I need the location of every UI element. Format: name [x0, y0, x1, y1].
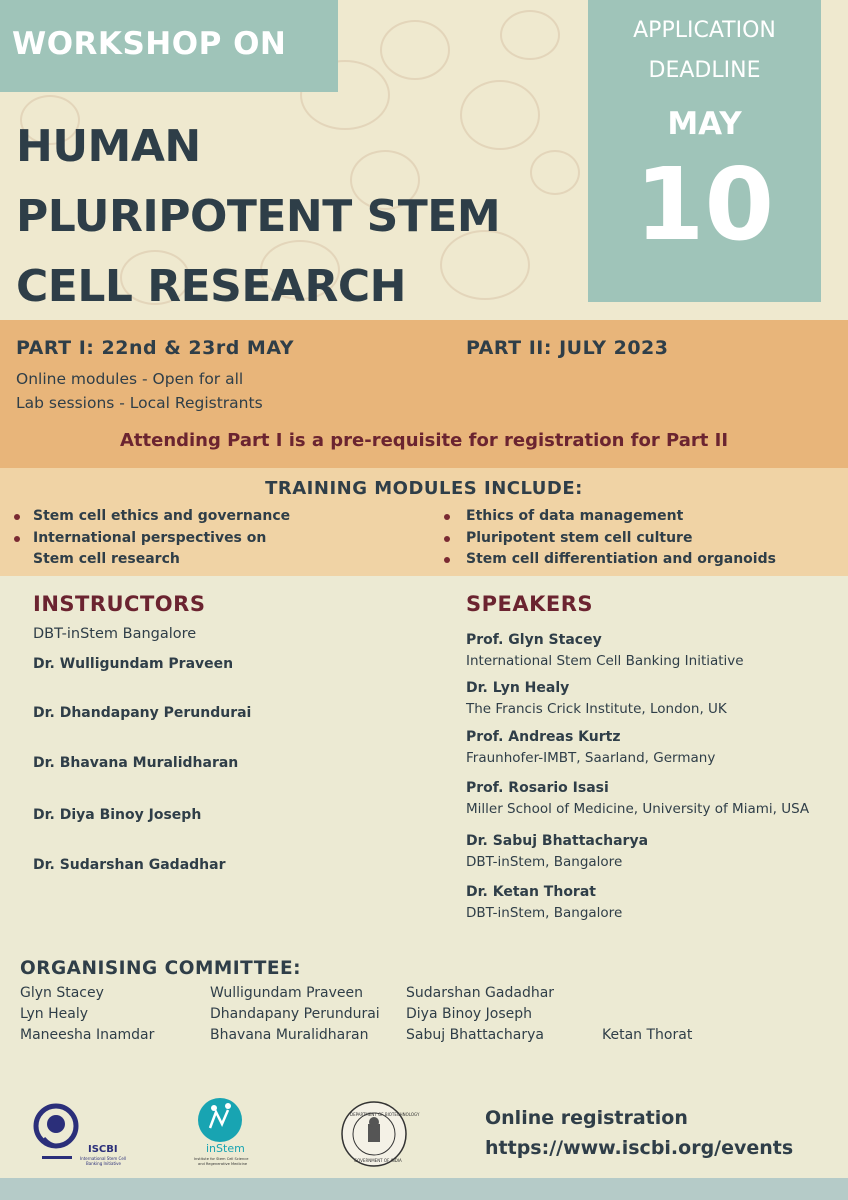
prerequisite-note: Attending Part I is a pre-requisite for registration for Part II	[119, 430, 729, 451]
module-item: Stem cell ethics and governance	[33, 508, 291, 524]
dbt-logo-top: DEPARTMENT OF BIOTECHNOLOGY	[350, 1112, 420, 1117]
instructor-name: Dr. Wulligundam Praveen	[33, 656, 234, 672]
committee-member: Lyn Healy	[20, 1006, 89, 1022]
committee-member: Diya Binoy Joseph	[406, 1006, 533, 1022]
title-line: PLURIPOTENT STEM	[16, 191, 501, 242]
deadline-day: 10	[634, 146, 775, 263]
committee-member: Glyn Stacey	[20, 985, 104, 1001]
training-modules	[0, 468, 848, 576]
speaker-affiliation: International Stem Cell Banking Initiative	[466, 653, 744, 669]
speaker-affiliation: The Francis Crick Institute, London, UK	[466, 701, 727, 717]
committee-member: Sudarshan Gadadhar	[406, 985, 555, 1001]
speaker-name: Dr. Lyn Healy	[466, 680, 570, 696]
instructors-institution: DBT-inStem Bangalore	[33, 626, 197, 642]
committee-heading: ORGANISING COMMITTEE:	[20, 958, 301, 979]
deadline-label-2: DEADLINE	[648, 58, 761, 83]
hero-section	[0, 0, 848, 320]
bottom-strip	[0, 1178, 848, 1200]
instructor-name: Dr. Diya Binoy Joseph	[33, 807, 202, 823]
instem-logo	[192, 1094, 264, 1170]
module-item: Stem cell research	[33, 551, 180, 567]
bullet-icon	[444, 536, 450, 542]
speaker-affiliation: Miller School of Medicine, University of Miami, USA	[466, 801, 810, 817]
speaker-affiliation: Fraunhofer-IMBT, Saarland, Germany	[466, 750, 716, 766]
deadline-month: MAY	[667, 106, 742, 142]
instructor-name: Dr. Dhandapany Perundurai	[33, 705, 252, 721]
iscbi-logo-name: ISCBI	[88, 1144, 118, 1155]
committee-member: Wulligundam Praveen	[210, 985, 363, 1001]
instructors-heading: INSTRUCTORS	[33, 592, 206, 616]
instem-logo-name: inStem	[206, 1142, 245, 1155]
instructor-name: Dr. Bhavana Muralidharan	[33, 755, 239, 771]
bullet-icon	[444, 514, 450, 520]
online-modules-note: Online modules - Open for all	[16, 370, 244, 388]
instructor-name: Dr. Sudarshan Gadadhar	[33, 857, 226, 873]
committee-member: Bhavana Muralidharan	[210, 1027, 369, 1043]
registration-label: Online registration	[485, 1107, 688, 1129]
schedule-band	[0, 320, 848, 468]
speaker-name: Prof. Glyn Stacey	[466, 632, 602, 648]
speaker-affiliation: DBT-inStem, Bangalore	[466, 854, 623, 870]
bullet-icon	[444, 557, 450, 563]
bullet-icon	[14, 536, 20, 542]
committee-member: Ketan Thorat	[602, 1027, 693, 1043]
title-line: HUMAN	[16, 121, 201, 172]
speaker-name: Prof. Rosario Isasi	[466, 780, 609, 796]
speaker-name: Dr. Ketan Thorat	[466, 884, 596, 900]
title-line: CELL RESEARCH	[16, 261, 406, 312]
workshop-banner	[0, 0, 338, 92]
module-item: International perspectives on	[33, 530, 267, 546]
dbt-emblem-logo	[340, 1100, 420, 1168]
iscbi-logo-sub1: International Stem Cell	[80, 1156, 127, 1161]
committee-member: Maneesha Inamdar	[20, 1027, 155, 1043]
committee-member: Dhandapany Perundurai	[210, 1006, 380, 1022]
instem-logo-sub1: Institute for Stem Cell Science	[194, 1157, 249, 1161]
banner-text: WORKSHOP ON	[12, 26, 287, 62]
lab-sessions-note: Lab sessions - Local Registrants	[16, 394, 263, 412]
iscbi-logo-sub2: Banking Initiative	[86, 1161, 121, 1166]
speakers-heading: SPEAKERS	[466, 592, 594, 616]
part-one-date: PART I: 22nd & 23rd MAY	[16, 337, 294, 359]
workshop-title	[16, 112, 586, 322]
registration-link[interactable]: https://www.iscbi.org/events	[485, 1137, 794, 1159]
module-item: Ethics of data management	[466, 508, 684, 524]
decorative-cell-blob	[380, 20, 450, 80]
speaker-name: Dr. Sabuj Bhattacharya	[466, 833, 649, 849]
module-item: Stem cell differentiation and organoids	[466, 551, 776, 567]
part-two-date: PART II: JULY 2023	[466, 337, 669, 359]
committee-member: Sabuj Bhattacharya	[406, 1027, 544, 1043]
deadline-box	[588, 0, 821, 302]
instem-logo-sub2: and Regenerative Medicine	[198, 1162, 248, 1166]
iscbi-logo	[30, 1098, 140, 1170]
bullet-icon	[14, 514, 20, 520]
deadline-label-1: APPLICATION	[633, 18, 776, 43]
module-item: Pluripotent stem cell culture	[466, 530, 693, 546]
modules-title: TRAINING MODULES INCLUDE:	[265, 478, 583, 499]
decorative-cell-blob	[500, 10, 560, 60]
dbt-logo-bottom: GOVERNMENT OF INDIA	[354, 1158, 402, 1163]
speaker-affiliation: DBT-inStem, Bangalore	[466, 905, 623, 921]
speaker-name: Prof. Andreas Kurtz	[466, 729, 621, 745]
